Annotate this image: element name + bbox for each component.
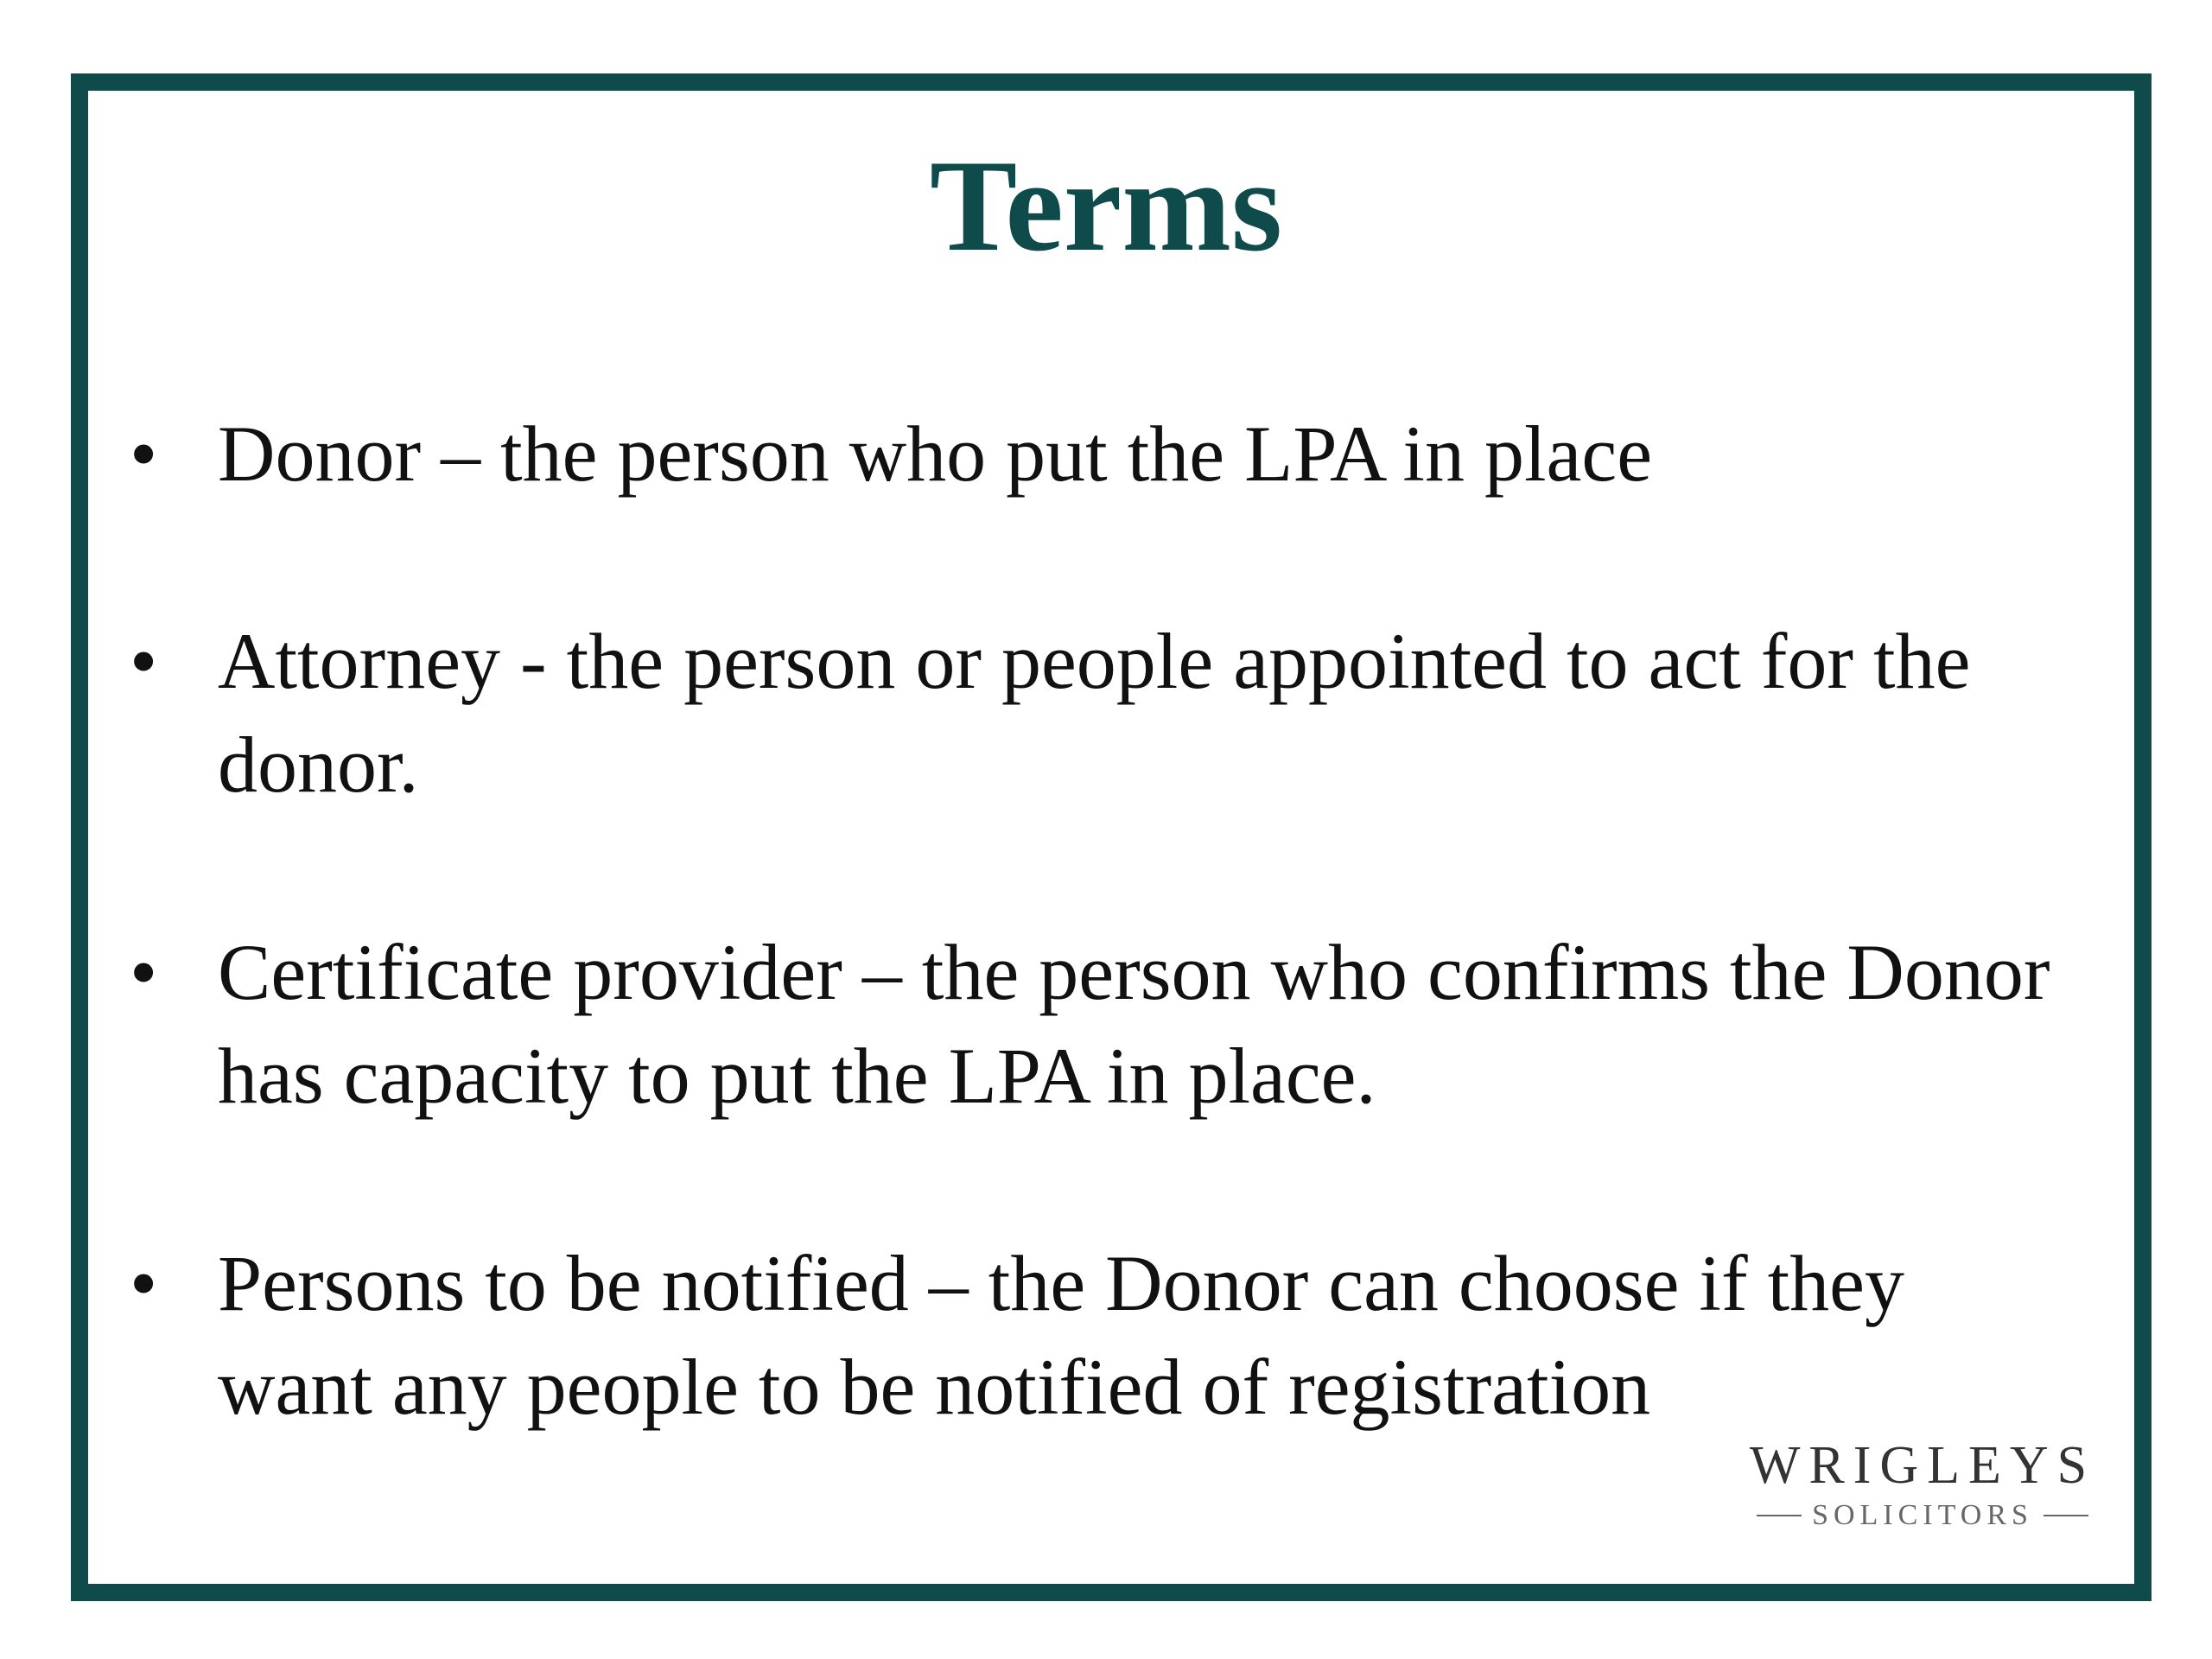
wrigleys-logo (1745, 1434, 2100, 1538)
logo-rule-left (1757, 1515, 1802, 1516)
bullet-text: Certificate provider – the person who confirms the Donor has capacity to put the LPA in place. (218, 928, 2050, 1120)
bullet-marker: • (130, 928, 158, 1016)
bullet-marker: • (130, 1239, 158, 1327)
bullet-text: Attorney - the person or people appointed to act for the donor. (218, 617, 1971, 809)
bullet-text: Donor – the person who put the LPA in place (218, 410, 1653, 498)
logo-rule-right (2044, 1515, 2088, 1516)
bullet-marker: • (130, 410, 158, 498)
logo-subtitle: SOLICITORS (1812, 1499, 2033, 1531)
bullet-marker: • (130, 617, 158, 705)
logo-name: WRIGLEYS (1749, 1436, 2096, 1495)
logo-subtitle-row (1745, 1498, 2100, 1533)
bullet-text: Persons to be notified – the Donor can choose if they want any people to be notified of registration (218, 1239, 1904, 1431)
slide-title: Terms (929, 133, 1283, 278)
